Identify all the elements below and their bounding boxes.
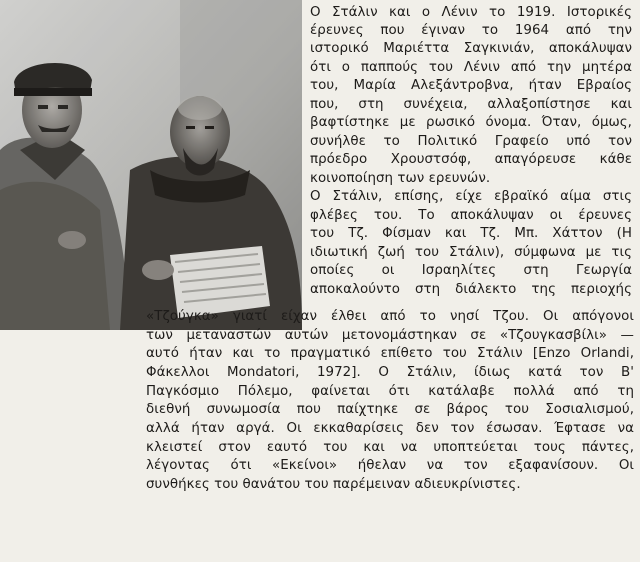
text-line: συνήλθε το Πολιτικό Γραφείο υπό τον xyxy=(310,134,632,149)
text-line: συνθήκες του θανάτου του παρέμειναν αδιευκρίνιστες. xyxy=(146,477,521,492)
text-line: κλειστεί στον εαυτό του και να υποπτεύεται τους πάντες, xyxy=(146,440,634,455)
text-line: ιστορικό Μαριέττα Σαγκινιάν, αποκάλυψαν xyxy=(310,41,632,56)
text-line: φλέβες του. Το αποκάλυψαν οι έρευνες xyxy=(310,208,632,223)
text-line: κοινοποίηση των ερευνών. xyxy=(310,171,491,186)
text-line: έρευνες που έγιναν το 1964 από την xyxy=(310,23,632,38)
text-line: αλλά ήταν αργά. Οι εκκαθαρίσεις δεν τον έσωσαν. Έφτασε να xyxy=(146,421,634,436)
text-line: των μεταναστών αυτών μετονομάστηκαν σε «Τζουγκασβίλι» — xyxy=(146,328,634,343)
historical-photo xyxy=(0,0,302,330)
text-line: Ο Στάλιν και ο Λένιν το 1919. Ιστορικές xyxy=(310,5,632,20)
text-line: οποίες οι Ισραηλίτες στη Γεωργία xyxy=(310,263,632,278)
text-line: ότι ο παππούς του Λένιν από την μητέρα xyxy=(310,60,632,75)
text-line: αποκαλούντο στη διάλεκτο της περιοχής xyxy=(310,282,632,297)
text-line: αυτό ήταν και το πραγματικό επίθετο του Στάλιν [Enzo Orlandi, xyxy=(146,346,634,361)
text-line: του Τζ. Φίσμαν και Τζ. Μπ. Χάττον (Η xyxy=(310,226,632,241)
text-line: «Τζούγκα» γιατί είχαν έλθει από το νησί Τζου. Οι απόγονοι xyxy=(146,309,634,324)
text-line: πρόεδρο Χρουστσόφ, απαγόρευσε κάθε xyxy=(310,152,632,167)
text-line: διεθνή συνωμοσία που παίχτηκε σε βάρος του Σοσιαλισμού, xyxy=(146,402,634,417)
text-line: του, Μαρία Αλεξάντροβνα, ήταν Εβραίος xyxy=(310,78,632,93)
photo-illustration xyxy=(0,0,302,330)
text-line: Παγκόσμιο Πόλεμο, φαίνεται ότι κατάλαβε πολλά από τη xyxy=(146,384,634,399)
text-line: Ο Στάλιν, επίσης, είχε εβραϊκό αίμα στις xyxy=(310,189,632,204)
text-line: βαφτίστηκε με ρωσικό όνομα. Όταν, όμως, xyxy=(310,115,632,130)
text-line: λέγοντας ότι «Εκείνοι» ήθελαν να τον εξαφανίσουν. Οι xyxy=(146,458,634,473)
text-line: Φάκελλοι Mondatori, 1972]. Ο Στάλιν, ίδιως κατά τον Β' xyxy=(146,365,634,380)
text-line: ιδιωτική ζωή του Στάλιν), σύμφωνα με τις xyxy=(310,245,632,260)
text-line: που, στη συνέχεια, αλλαξοπίστησε και xyxy=(310,97,632,112)
